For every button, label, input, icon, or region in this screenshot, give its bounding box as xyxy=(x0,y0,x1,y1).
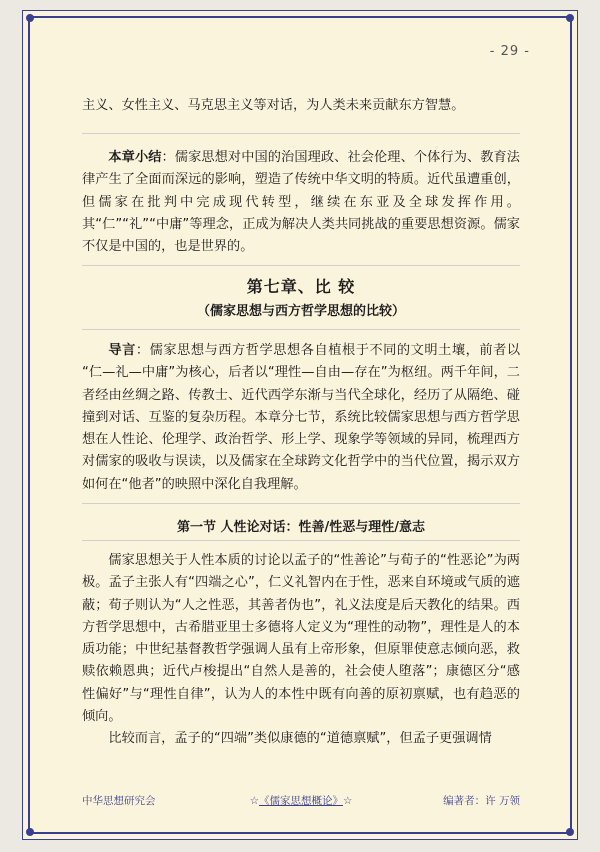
section-body xyxy=(82,550,520,751)
divider xyxy=(82,503,520,504)
chapter-title: 第七章、比 较 xyxy=(246,277,356,296)
footer-author: 编著者：许 万领 xyxy=(443,795,520,807)
chapter-intro xyxy=(82,340,520,496)
intro-paragraph xyxy=(82,340,520,496)
chapter-subtitle: （儒家思想与西方哲学思想的比较） xyxy=(196,304,405,319)
divider xyxy=(82,265,520,266)
book-title-link[interactable]: 《儒家思想概论》 xyxy=(259,795,343,807)
page-number: - 29 - xyxy=(489,44,530,59)
border-corner-ornament xyxy=(26,828,34,836)
intro-text: ：儒家思想与西方哲学思想各自植根于不同的文明土壤，前者以 “仁—礼—中庸”为核心，后者以“理性—自由—存在”为枢纽。两千年间，二者经由丝绸之路、传教士、近代西学东渐与当代全球化，经历了从隔绝、碰撞到对话、互鉴的复杂历程。本章分七节，系统比较儒家思想与西方哲学思想在人性论、伦理学、政治哲学、形上学、现象学等领域的异同，梳理西方对儒家的吸收与误读，以及儒家在全球跨文化哲学中的当代位置，揭示双方如何在“他者”的映照中深化自我理解。 xyxy=(82,343,521,492)
intro-lead: 导言 xyxy=(108,343,136,358)
border-corner-ornament xyxy=(26,14,34,22)
section-title: 第一节 人性论对话：性善/性恶与理性/意志 xyxy=(176,520,426,535)
star-icon: ☆ xyxy=(249,795,259,807)
summary-paragraph xyxy=(82,147,520,258)
summary-text: ：儒家思想对中国的治国理政、社会伦理、个体行为、教育法律产生了全面而深远的影响，塑造了传统中华文明的特质。近代虽遭重创，但儒家在批判中完成现代转型，继续在东亚及全球发挥作用。其“仁”“礼”“中庸”等理念，正成为解决人类共同挑战的重要思想资源。儒家不仅是中国的，也是世界的。 xyxy=(82,150,520,255)
continued-paragraph xyxy=(82,95,520,117)
continued-text: 主义、女性主义、马克思主义等对话，为人类未来贡献东方智慧。 xyxy=(82,98,465,113)
footer-organization: 中华思想研究会 xyxy=(82,795,156,807)
chapter-summary xyxy=(82,147,520,258)
divider xyxy=(82,133,520,134)
summary-lead: 本章小结 xyxy=(108,150,162,165)
border-corner-ornament xyxy=(566,828,574,836)
body-paragraph: 儒家思想关于人性本质的讨论以孟子的“性善论”与荀子的“性恶论”为两极。孟子主张人有“四端之心”，仁义礼智内在于性，恶来自环境或气质的遮蔽；荀子则认为“人之性恶，其善者伪也”，礼义法度是后天教化的结果。西方哲学思想中，古希腊亚里士多德将人定义为“理性的动物”，理性是人的本质功能；中世纪基督教哲学强调人虽有上帝形象，但原罪使意志倾向恶，救赎依赖恩典；近代卢梭提出“自然人是善的，社会使人堕落”；康德区分“感性偏好”与“理性自律”，认为人的本性中既有向善的原初禀赋，也有趋恶的倾向。 xyxy=(82,553,520,725)
divider xyxy=(82,329,520,330)
divider xyxy=(82,540,520,541)
star-icon: ☆ xyxy=(343,795,353,807)
border-corner-ornament xyxy=(566,14,574,22)
body-paragraph: 比较而言，孟子的“四端”类似康德的“道德禀赋”，但孟子更强调情 xyxy=(108,731,492,747)
